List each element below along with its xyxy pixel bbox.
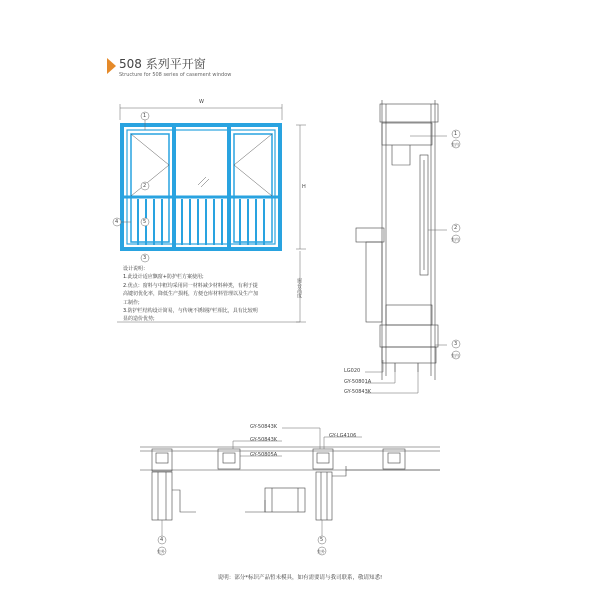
horizontal-section [140, 447, 440, 520]
notes-line: 1.此设计适应飘窗+防护栏方案使用; [123, 274, 204, 281]
hsec-side-label-5: 室外 [317, 549, 325, 554]
notes-line: 工制作; [123, 299, 140, 306]
notes-line: 显的造价优势; [123, 316, 155, 323]
page-subtitle: Structure for 508 series of casement window [119, 72, 232, 78]
vsec-side-label-1: 室内 [451, 142, 459, 147]
part-gy-50801a: GY-50801A [344, 379, 372, 385]
callout-4: 4 [115, 219, 119, 225]
vertical-section [356, 100, 438, 380]
callout-5: 5 [143, 219, 147, 225]
hsec-part-right: GY-LG4106 [329, 433, 357, 439]
page-title: 508 系列平开窗 [119, 57, 206, 71]
sill-height-label: 窗台高度 [296, 278, 302, 298]
footer-note: 说明：部分*标识产品暂未模具，如有需要请与我司联系，敬请知悉! [217, 575, 383, 581]
callout-1: 1 [143, 113, 147, 119]
vsec-callout-1: 1 [454, 131, 458, 137]
design-notes [123, 265, 303, 324]
vsec-callout-2: 2 [454, 225, 458, 231]
hsec-callout-5: 5 [320, 537, 324, 543]
part-lg020: LG020 [344, 368, 361, 374]
notes-heading: 设计说明： [123, 266, 149, 272]
vsec-callout-3: 3 [454, 341, 458, 347]
hsec-part-top-3: GY-50805A [250, 452, 278, 458]
hsec-part-top-2: GY-50843K [250, 437, 278, 443]
notes-line: 2.优点：窗料与中框均采用同一材料减少材料种类，有利于提 [123, 282, 258, 289]
vsec-side-label-2: 室内 [451, 237, 459, 242]
notes-line: 高键切优化率，降低生产损耗，方便仓库材料管理以及生产加 [123, 291, 259, 298]
hsec-part-top-1: GY-50843K [250, 424, 278, 430]
notes-line: 3.防护栏结构设计简易，与传统不锈钢护栏相比，具有比较明 [123, 308, 258, 315]
hsec-callout-4: 4 [160, 537, 164, 543]
width-label: W [199, 99, 204, 105]
callout-3: 3 [143, 255, 147, 261]
callout-2: 2 [143, 183, 147, 189]
hsec-side-label-4: 室外 [157, 549, 165, 554]
part-gy-50843k: GY-50843K [344, 389, 372, 395]
height-label: H [302, 184, 306, 190]
vsec-side-label-3: 室内 [451, 353, 459, 358]
